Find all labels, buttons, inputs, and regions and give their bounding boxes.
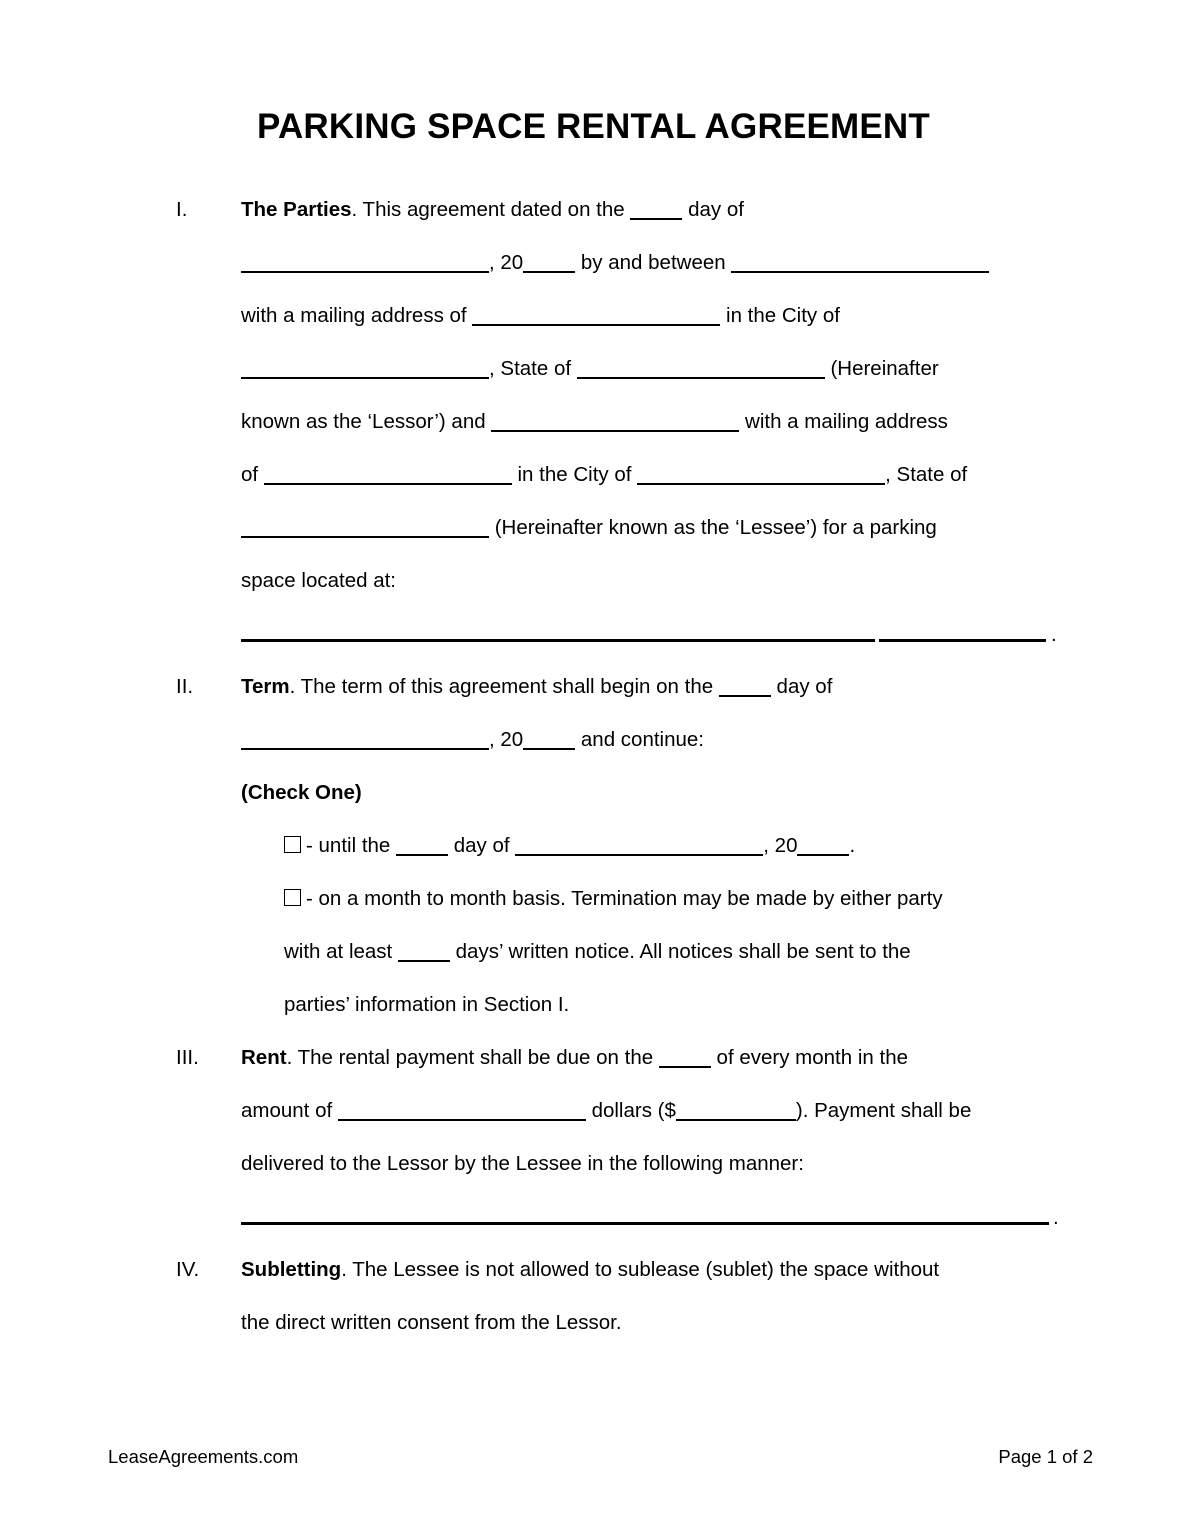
option-text: day of: [448, 834, 516, 857]
section-heading: Subletting: [241, 1258, 342, 1281]
blank-end-year[interactable]: [797, 839, 849, 856]
line-text: day of: [770, 675, 833, 698]
line-text: . The term of this agreement shall begin on the: [289, 675, 719, 698]
line-text: and continue:: [575, 728, 704, 751]
paragraph-line: [241, 1031, 1057, 1084]
blank-lessor-city[interactable]: [241, 362, 489, 379]
section-numeral: III.: [176, 1046, 199, 1069]
term-option-continuation: parties’ information in Section I.: [284, 993, 570, 1016]
section-numeral: I.: [176, 198, 188, 221]
paragraph-line: [241, 448, 1047, 501]
blank-begin-year[interactable]: [523, 733, 575, 750]
term-options: [284, 819, 1059, 1031]
line-text: (Hereinafter known as the ‘Lessee’) for a parking: [489, 516, 937, 539]
blank-year[interactable]: [523, 256, 575, 273]
blank-lessor-state[interactable]: [577, 362, 825, 379]
section-heading: The Parties: [241, 198, 352, 221]
blank-rent-words[interactable]: [338, 1104, 586, 1121]
term-option-continuation: [284, 925, 1059, 978]
line-text: (Hereinafter: [824, 357, 939, 380]
blank-begin-day[interactable]: [719, 680, 771, 697]
blank-notice-days[interactable]: [398, 945, 450, 962]
section-the-parties: [0, 183, 1187, 660]
document-body: [0, 183, 1187, 1349]
line-text: day of: [682, 198, 744, 221]
blank-lessee-city[interactable]: [637, 468, 885, 485]
blank-month[interactable]: [241, 256, 489, 273]
period: .: [1051, 622, 1057, 646]
line-text: by and between: [575, 251, 732, 274]
line-text: . The rental payment shall be due on the: [286, 1046, 659, 1069]
page-footer: [108, 1446, 1093, 1468]
paragraph-line: [241, 236, 1047, 289]
blank-end-day[interactable]: [396, 839, 448, 856]
option-text: with at least: [284, 940, 398, 963]
blank-day[interactable]: [630, 203, 682, 220]
option-text: days’ written notice. All notices shall be sent to the: [449, 940, 911, 963]
blank-lessor-name[interactable]: [731, 256, 989, 273]
line-text: known as the ‘Lessor’) and: [241, 410, 492, 433]
checkbox-icon[interactable]: [284, 889, 301, 906]
blank-parking-space-location[interactable]: [241, 607, 1055, 660]
check-one-label: (Check One): [241, 781, 362, 804]
paragraph-line: the direct written consent from the Lessor.: [241, 1311, 622, 1334]
blank-rent-amount[interactable]: [676, 1104, 796, 1121]
section-body: [241, 1243, 1057, 1349]
paragraph-line: space located at:: [241, 569, 396, 592]
footer-site-label: LeaseAgreements.com: [108, 1446, 299, 1467]
rule-segment-b: [879, 639, 1046, 642]
paragraph-line: [241, 501, 1047, 554]
paragraph-line: [241, 183, 1047, 236]
blank-lessee-name[interactable]: [491, 415, 739, 432]
blank-lessee-address[interactable]: [264, 468, 512, 485]
blank-lessee-state[interactable]: [241, 521, 489, 538]
line-text: , State of: [489, 357, 577, 380]
blank-payment-manner[interactable]: [241, 1190, 1059, 1243]
term-option-month-to-month[interactable]: [284, 872, 1059, 925]
line-text: ). Payment shall be: [795, 1099, 972, 1122]
option-text: - on a month to month basis. Termination may be made by either party: [306, 887, 943, 910]
paragraph-line: [241, 289, 1047, 342]
checkbox-icon[interactable]: [284, 836, 301, 853]
line-text: amount of: [241, 1099, 338, 1122]
section-numeral: II.: [176, 675, 194, 698]
blank-lessor-address[interactable]: [472, 309, 720, 326]
option-text: .: [849, 834, 856, 857]
line-text: with a mailing address: [739, 410, 948, 433]
line-text: in the City of: [720, 304, 840, 327]
section-rent: [0, 1031, 1187, 1243]
blank-begin-month[interactable]: [241, 733, 489, 750]
paragraph-line: [241, 660, 1047, 713]
blank-end-month[interactable]: [515, 839, 763, 856]
line-text: in the City of: [511, 463, 638, 486]
paragraph-line: [241, 395, 1047, 448]
footer-page-number: Page 1 of 2: [998, 1446, 1093, 1467]
paragraph-line: [241, 342, 1047, 395]
paragraph-line: [241, 713, 1047, 766]
section-body: [241, 183, 1047, 607]
rule-segment-a: [241, 639, 875, 642]
paragraph-line: delivered to the Lessor by the Lessee in the following manner:: [241, 1152, 804, 1175]
rule-segment-full: [241, 1222, 1049, 1225]
line-text: of every month in the: [710, 1046, 908, 1069]
section-heading: Term: [241, 675, 290, 698]
option-text: , 20: [763, 834, 798, 857]
section-term: [0, 660, 1187, 1031]
line-text: dollars ($: [585, 1099, 676, 1122]
section-body: [241, 660, 1047, 766]
period: .: [1053, 1205, 1059, 1229]
line-text: , State of: [885, 463, 968, 486]
line-text: with a mailing address of: [241, 304, 473, 327]
section-numeral: IV.: [176, 1258, 200, 1281]
blank-due-day[interactable]: [659, 1051, 711, 1068]
line-text: . This agreement dated on the: [351, 198, 631, 221]
term-option-until[interactable]: [284, 819, 1059, 872]
line-text: , 20: [489, 251, 524, 274]
option-text: - until the: [306, 834, 397, 857]
section-heading: Rent: [241, 1046, 287, 1069]
line-text: , 20: [489, 728, 524, 751]
line-text: of: [241, 463, 264, 486]
paragraph-line: [241, 1084, 1057, 1137]
section-subletting: [0, 1243, 1187, 1349]
page-title: PARKING SPACE RENTAL AGREEMENT: [257, 107, 930, 146]
paragraph-line: [241, 1243, 1057, 1296]
section-body: [241, 1031, 1057, 1190]
line-text: . The Lessee is not allowed to sublease (sublet) the space without: [341, 1258, 940, 1281]
